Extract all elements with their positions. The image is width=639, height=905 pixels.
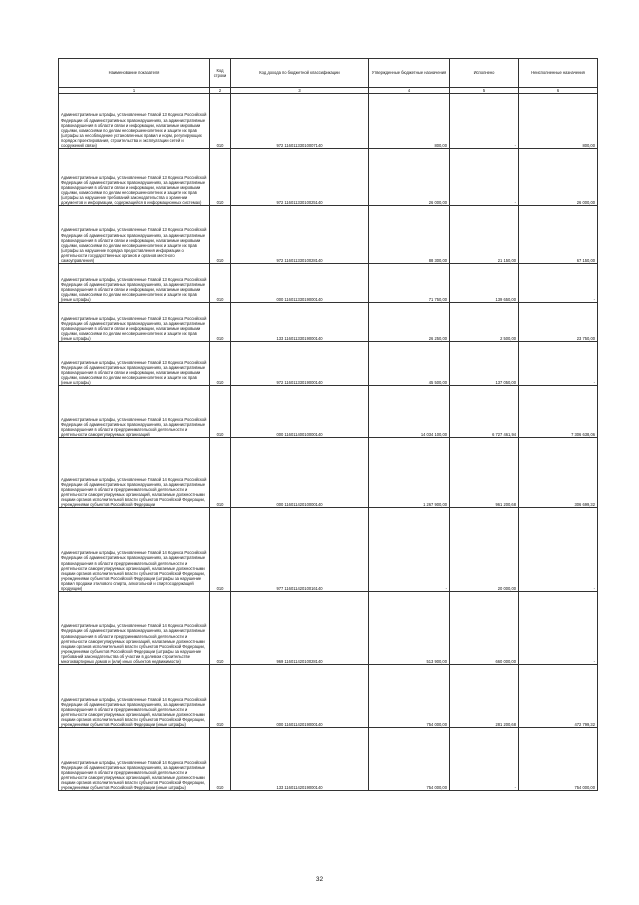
line-code: 010 <box>210 303 231 342</box>
income-code: 972 11601133019000140 <box>231 342 369 386</box>
approved-amount: 800,00 <box>369 94 450 149</box>
unexecuted-amount: - <box>519 592 598 665</box>
unexecuted-amount: 754 000,00 <box>519 728 598 791</box>
approved-amount: 26 000,00 <box>369 149 450 206</box>
unexecuted-amount: - <box>519 342 598 386</box>
budget-execution-table <box>58 58 598 791</box>
unexecuted-amount: - <box>519 508 598 592</box>
table-row <box>59 728 598 791</box>
table-row <box>59 592 598 665</box>
executed-amount: - <box>450 149 519 206</box>
unexecuted-amount: 306 699,32 <box>519 438 598 508</box>
table-row <box>59 264 598 303</box>
income-code: 977 11601142010016140 <box>231 508 369 592</box>
column-number: 6 <box>519 88 598 94</box>
approved-amount: - <box>369 508 450 592</box>
unexecuted-amount: 7 306 638,06 <box>519 386 598 438</box>
income-code: 000 11601142010000140 <box>231 438 369 508</box>
header-line-code: Код строки <box>210 59 231 88</box>
line-code: 010 <box>210 264 231 303</box>
line-code: 010 <box>210 149 231 206</box>
executed-amount: - <box>450 94 519 149</box>
executed-amount: 2 500,00 <box>450 303 519 342</box>
table-header-row <box>59 59 598 88</box>
column-number: 2 <box>210 88 231 94</box>
executed-amount: 137 050,00 <box>450 342 519 386</box>
unexecuted-amount: 23 750,00 <box>519 303 598 342</box>
table-row <box>59 303 598 342</box>
executed-amount: 21 150,00 <box>450 206 519 264</box>
header-income-code: Код дохода по бюджетной классификации <box>231 59 369 88</box>
unexecuted-amount: 800,00 <box>519 94 598 149</box>
column-number: 1 <box>59 88 210 94</box>
column-number: 3 <box>231 88 369 94</box>
executed-amount: 6 727 461,94 <box>450 386 519 438</box>
page-number: 32 <box>315 876 324 883</box>
indicator-name: Административные штрафы, установленные Главой 14 Кодекса Российской Федерации об административных правонарушениях, за административные правонарушения в области предпринимательской деятельности и деятельности саморегулируемых организаций, налагаемые должностными лицами органов исполнительной власти субъектов Российской Федерации, учреждениями субъектов Российской Федерации (иные штрафы) <box>59 665 210 728</box>
table-row <box>59 206 598 264</box>
income-code: 972 11601133010007140 <box>231 94 369 149</box>
executed-amount: 281 200,68 <box>450 665 519 728</box>
line-code: 010 <box>210 94 231 149</box>
income-code: 000 11601133019000140 <box>231 264 369 303</box>
executed-amount: 139 650,00 <box>450 264 519 303</box>
indicator-name: Административные штрафы, установленные Главой 14 Кодекса Российской Федерации об административных правонарушениях, за административные правонарушения в области предпринимательской деятельности и деятельности саморегулируемых организаций <box>59 386 210 438</box>
header-executed: Исполнено <box>450 59 519 88</box>
column-number: 5 <box>450 88 519 94</box>
table-body <box>59 94 598 791</box>
table-row <box>59 386 598 438</box>
indicator-name: Административные штрафы, установленные Главой 13 Кодекса Российской Федерации об административных правонарушениях, за административные правонарушения в области связи и информации, налагаемые мировыми судьями, комиссиями по делам несовершеннолетних и защите их прав (штрафы за нарушение требований законодательства о хранении документов и информации, содержащейся в информационных системах) <box>59 149 210 206</box>
table-row <box>59 438 598 508</box>
table-row <box>59 94 598 149</box>
unexecuted-amount: - <box>519 264 598 303</box>
indicator-name: Административные штрафы, установленные Главой 13 Кодекса Российской Федерации об административных правонарушениях, за административные правонарушения в области связи и информации, налагаемые мировыми судьями, комиссиями по делам несовершеннолетних и защите их прав (иные штрафы) <box>59 342 210 386</box>
header-approved: Утвержденные бюджетные назначения <box>369 59 450 88</box>
line-code: 010 <box>210 438 231 508</box>
indicator-name: Административные штрафы, установленные Главой 14 Кодекса Российской Федерации об административных правонарушениях, за административные правонарушения в области предпринимательской деятельности и деятельности саморегулируемых организаций, налагаемые должностными лицами органов исполнительной власти субъектов Российской Федерации, учреждениями субъектов Российской Федерации (иные штрафы) <box>59 728 210 791</box>
line-code: 010 <box>210 206 231 264</box>
income-code: 969 11601142010028140 <box>231 592 369 665</box>
indicator-name: Административные штрафы, установленные Главой 14 Кодекса Российской Федерации об административных правонарушениях, за административные правонарушения в области предпринимательской деятельности и деятельности саморегулируемых организаций, налагаемые должностными лицами органов исполнительной власти субъектов Российской Федерации, учреждениями субъектов Российской Федерации (штрафы за нарушение требований законодательства об участии в долевом строительстве многоквартирных домов и (или) иных объектов недвижимости) <box>59 592 210 665</box>
approved-amount: 754 000,00 <box>369 665 450 728</box>
unexecuted-amount: 26 000,00 <box>519 149 598 206</box>
column-number: 4 <box>369 88 450 94</box>
indicator-name: Административные штрафы, установленные Главой 14 Кодекса Российской Федерации об административных правонарушениях, за административные правонарушения в области предпринимательской деятельности и деятельности саморегулируемых организаций, налагаемые должностными лицами органов исполнительной власти субъектов Российской Федерации, учреждениями субъектов Российской Федерации (штрафы за нарушение правил продажи этилового спирта, алкогольной и спиртосодержащей продукции) <box>59 508 210 592</box>
executed-amount: - <box>450 728 519 791</box>
income-code: 000 11601142019000140 <box>231 665 369 728</box>
indicator-name: Административные штрафы, установленные Главой 13 Кодекса Российской Федерации об административных правонарушениях, за административные правонарушения в области связи и информации, налагаемые мировыми судьями, комиссиями по делам несовершеннолетних и защите их прав (иные штрафы) <box>59 303 210 342</box>
line-code: 010 <box>210 728 231 791</box>
income-code: 133 11601142019000140 <box>231 728 369 791</box>
approved-amount: 1 267 900,00 <box>369 438 450 508</box>
unexecuted-amount: 67 150,00 <box>519 206 598 264</box>
indicator-name: Административные штрафы, установленные Главой 13 Кодекса Российской Федерации об административных правонарушениях, за административные правонарушения в области связи и информации, налагаемые мировыми судьями, комиссиями по делам несовершеннолетних и защите их прав (штрафы за нарушение порядка предоставления информации о деятельности государственных органов и органов местного самоуправления) <box>59 206 210 264</box>
approved-amount: 26 250,00 <box>369 303 450 342</box>
income-code: 972 11601133010025140 <box>231 149 369 206</box>
approved-amount: 45 500,00 <box>369 342 450 386</box>
line-code: 010 <box>210 508 231 592</box>
approved-amount: 754 000,00 <box>369 728 450 791</box>
approved-amount: 88 300,00 <box>369 206 450 264</box>
line-code: 010 <box>210 665 231 728</box>
line-code: 010 <box>210 592 231 665</box>
unexecuted-amount: 472 799,32 <box>519 665 598 728</box>
indicator-name: Административные штрафы, установленные Главой 13 Кодекса Российской Федерации об административных правонарушениях, за административные правонарушения в области связи и информации, налагаемые мировыми судьями, комиссиями по делам несовершеннолетних и защите их прав (иные штрафы) <box>59 264 210 303</box>
income-code: 972 11601133010028140 <box>231 206 369 264</box>
approved-amount: 71 750,00 <box>369 264 450 303</box>
indicator-name: Административные штрафы, установленные Главой 14 Кодекса Российской Федерации об административных правонарушениях, за административные правонарушения в области предпринимательской деятельности и деятельности саморегулируемых организаций, налагаемые должностными лицами органов исполнительной власти субъектов Российской Федерации, учреждениями субъектов Российской Федерации <box>59 438 210 508</box>
table-row <box>59 508 598 592</box>
approved-amount: 14 034 100,00 <box>369 386 450 438</box>
table-row <box>59 149 598 206</box>
header-unexecuted: Неисполненные назначения <box>519 59 598 88</box>
approved-amount: 513 900,00 <box>369 592 450 665</box>
executed-amount: 961 200,68 <box>450 438 519 508</box>
executed-amount: 20 000,00 <box>450 508 519 592</box>
line-code: 010 <box>210 386 231 438</box>
header-indicator-name: Наименование показателя <box>59 59 210 88</box>
indicator-name: Административные штрафы, установленные Главой 13 Кодекса Российской Федерации об административных правонарушениях, за административные правонарушения в области связи и информации, налагаемые мировыми судьями, комиссиями по делам несовершеннолетних и защите их прав (штрафы за несоблюдение установленных правил и норм, регулирующих порядок проектирования, строительства и эксплуатации сетей и сооружений связи) <box>59 94 210 149</box>
table-row <box>59 342 598 386</box>
income-code: 000 11601140010000140 <box>231 386 369 438</box>
executed-amount: 660 000,00 <box>450 592 519 665</box>
income-code: 133 11601133019000140 <box>231 303 369 342</box>
table-row <box>59 665 598 728</box>
line-code: 010 <box>210 342 231 386</box>
